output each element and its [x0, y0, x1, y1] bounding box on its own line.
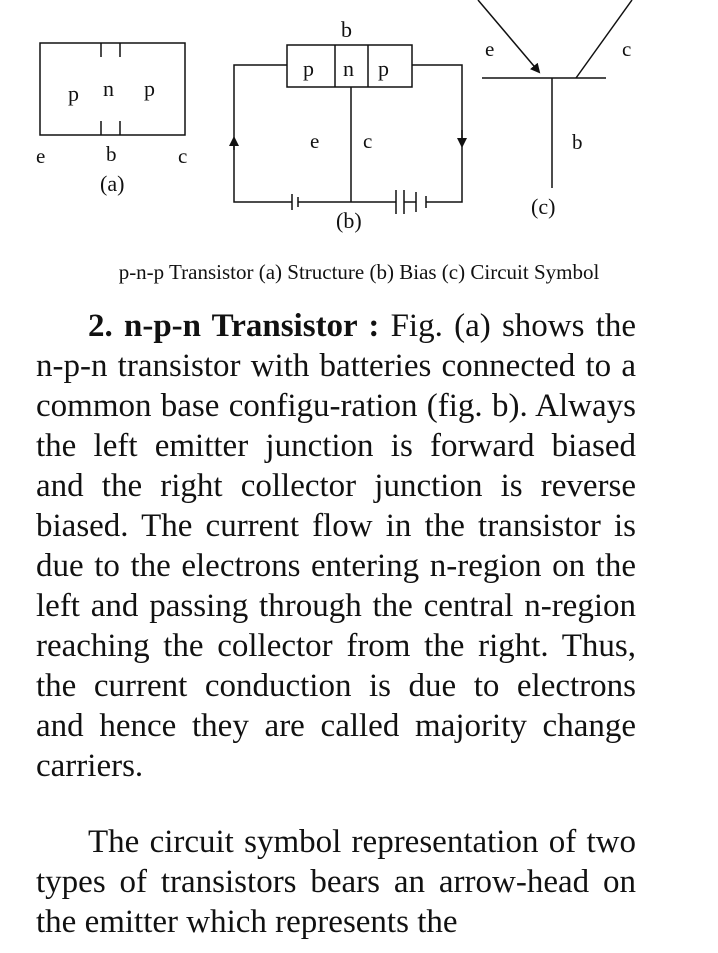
- paragraph-body: The circuit symbol representation of two types of transistors bears an arrow-head on the emitter which represents the: [36, 824, 636, 940]
- terminal-label: c: [363, 129, 373, 153]
- region-label: n: [103, 76, 114, 101]
- terminal-label: e: [36, 144, 46, 168]
- figure-c-circuit-symbol: [478, 0, 632, 219]
- figure-label: (b): [336, 208, 362, 233]
- terminal-label: e: [485, 37, 495, 61]
- region-label: p: [68, 81, 79, 106]
- figure-caption: p-n-p Transistor (a) Structure (b) Bias (c) Circuit Symbol: [118, 260, 600, 284]
- emitter-arrow-icon: [478, 0, 539, 72]
- terminal-label: b: [106, 142, 117, 166]
- terminal-label: b: [572, 130, 583, 154]
- region-label: p: [303, 56, 314, 81]
- transistor-figure: [0, 0, 718, 250]
- terminal-label: c: [622, 37, 632, 61]
- base-label: b: [341, 17, 352, 42]
- region-label: p: [378, 56, 389, 81]
- figure-a-structure: [36, 43, 187, 196]
- region-label: n: [343, 56, 354, 81]
- figure-b-bias: [234, 17, 462, 233]
- collector-wire: [412, 65, 462, 202]
- terminal-label: e: [310, 129, 320, 153]
- paragraph-body: Fig. (a) shows the n-p-n transistor with batteries connected to a common base configu-ration (fig. b). Always the left emitter junction is forward biased and the right collector junction is reverse biased. The current flow in the transistor is due to the electrons entering n-region on the left and passing through the central n-region reaching the collector from the right. Thus, the current conduction is due to electrons and hence they are called majority change carriers.: [36, 308, 637, 784]
- terminal-label: c: [178, 144, 188, 168]
- figure-label: (a): [100, 171, 125, 196]
- emitter-wire: [234, 65, 292, 202]
- region-label: p: [144, 76, 155, 101]
- section-heading: 2. n-p-n Transistor :: [88, 308, 380, 344]
- figure-label: (c): [531, 194, 556, 219]
- paragraph-circuit-symbol: [36, 822, 636, 942]
- paragraph-npn-transistor: [36, 306, 636, 786]
